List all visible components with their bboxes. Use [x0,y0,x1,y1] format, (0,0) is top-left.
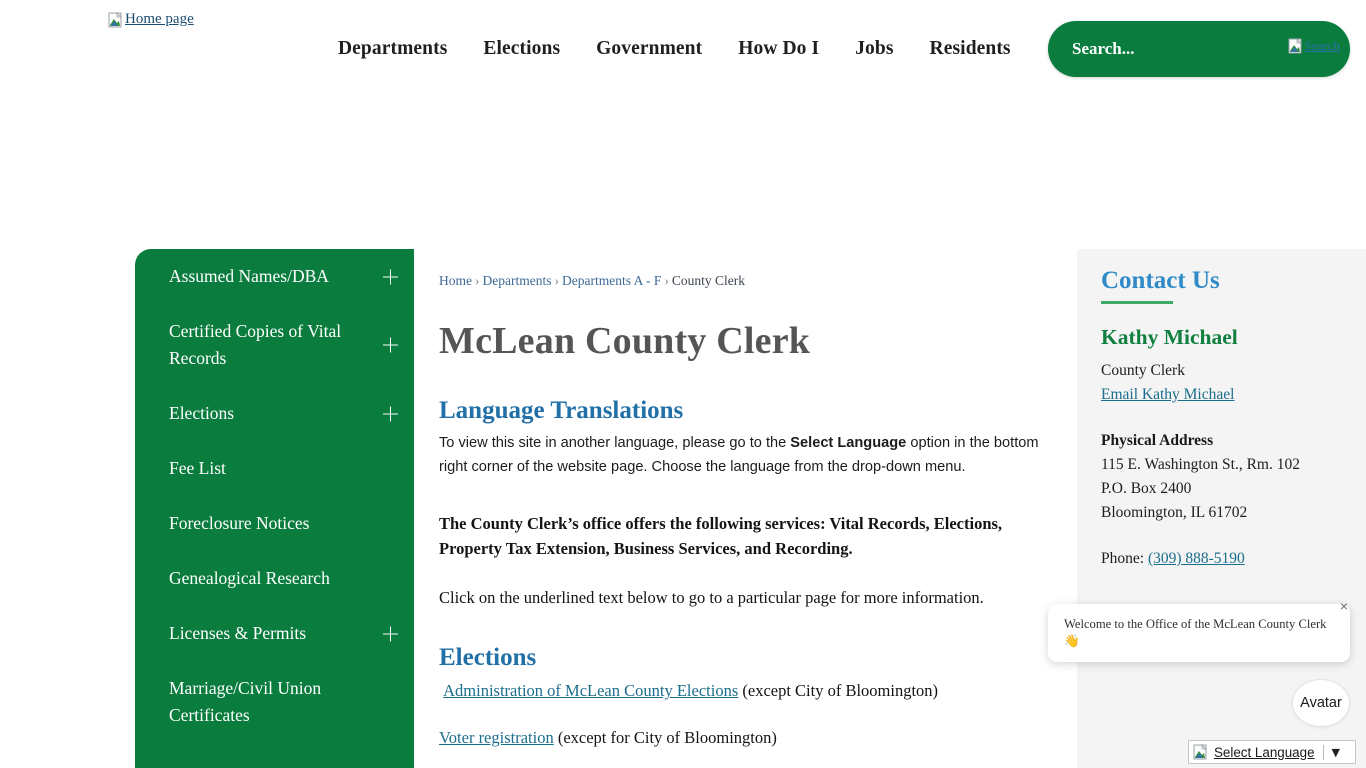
contact-person-role: County Clerk [1101,362,1185,379]
breadcrumb-item-departments-a-f[interactable]: Departments A - F [561,273,662,288]
select-language-widget[interactable] [1188,740,1356,764]
sidebar-item-fee-list[interactable] [135,441,414,496]
expand-plus-icon[interactable] [383,338,398,353]
home-page-logo-alt-text: Home page [125,11,194,27]
link-phone-number[interactable]: (309) 888-5190 [1147,550,1245,567]
elections-links-list [439,678,1051,750]
lang-text-bold: Select Language [790,435,907,451]
search-bar[interactable] [1048,21,1350,77]
select-language-separator [1323,745,1324,760]
expand-plus-icon[interactable] [383,626,398,641]
link-suffix: (except for City of Bloomington) [553,728,777,747]
department-sidebar-nav [135,249,414,768]
sidebar-item-foreclosure-notices[interactable] [135,496,414,551]
address-line: Bloomington, IL 61702 [1101,504,1248,521]
page-title: McLean County Clerk [439,320,811,362]
home-page-logo-link[interactable] [108,11,194,28]
list-item [439,725,1051,750]
sidebar-item-label: Foreclosure Notices [169,513,310,533]
breadcrumb-item-departments[interactable]: Departments [482,273,552,288]
sidebar-item-label: Assumed Names/DBA [169,266,329,286]
search-icon [1288,38,1304,54]
sidebar-item-label: Genealogical Research [169,568,330,588]
contact-us-heading: Contact Us [1101,267,1220,294]
breadcrumb-item-county-clerk: County Clerk [671,273,745,288]
search-submit-button[interactable] [1288,38,1340,54]
nav-item-elections[interactable]: Elections [483,38,561,59]
list-item [439,678,1051,703]
sidebar-item-licenses-and-permits[interactable] [135,606,414,661]
chat-welcome-message: Welcome to the Office of the McLean County Clerk 👋 [1064,617,1327,648]
sidebar-item-label: Elections [169,403,235,423]
contact-heading-underline [1101,301,1173,304]
link-voter-registration[interactable]: Voter registration [439,728,554,747]
link-suffix: (except City of Bloomington) [738,681,939,700]
main-navigation [320,38,1029,60]
nav-item-government[interactable]: Government [596,38,703,59]
broken-image-icon [108,12,124,28]
contact-person-name: Kathy Michael [1101,325,1238,349]
chat-welcome-bubble[interactable] [1048,604,1350,662]
sidebar-item-label: Marriage/Civil Union Certificates [169,678,322,725]
breadcrumb-separator: › [664,273,669,288]
google-translate-icon [1193,744,1209,760]
address-line: 115 E. Washington St., Rm. 102 [1101,456,1300,473]
section-heading-language-translations: Language Translations [439,397,684,424]
lang-text-after: option in the bottom right corner of the website page. Choose the language from the drop-down menu. [439,435,1039,475]
sidebar-item-marriage-civil-union-certificates[interactable] [135,661,414,743]
chat-close-icon[interactable]: × [1336,598,1352,614]
link-administration-of-mclean-county-elections[interactable]: Administration of McLean County Elections [443,681,739,700]
expand-plus-icon[interactable] [383,406,398,421]
chat-avatar-button[interactable]: Avatar [1292,679,1350,727]
breadcrumb-item-home[interactable]: Home [439,273,472,288]
sidebar-item-label: Certified Copies of Vital Records [169,321,342,368]
sidebar-item-label: Licenses & Permits [169,623,307,643]
instruction-paragraph: Click on the underlined text below to go to a particular page for more information. [439,588,984,607]
sidebar-item-assumed-names-dba[interactable] [135,249,414,304]
search-button-alt-text: Search [1304,38,1340,53]
breadcrumb [439,273,1051,289]
physical-address-label: Physical Address [1101,432,1214,449]
lang-text-before: To view this site in another language, please go to the [439,435,791,451]
sidebar-item-elections[interactable] [135,386,414,441]
nav-item-jobs[interactable]: Jobs [855,38,894,59]
nav-item-how-do-i[interactable]: How Do I [738,38,820,59]
phone-label: Phone: [1101,550,1145,567]
select-language-label: Select Language [1214,744,1315,760]
sidebar-item-label: Fee List [169,458,226,478]
address-line: P.O. Box 2400 [1101,480,1192,497]
search-input[interactable] [1070,21,1300,77]
link-email-kathy-michael[interactable]: Email Kathy Michael [1101,386,1235,403]
sidebar-item-genealogical-research[interactable] [135,551,414,606]
nav-item-departments[interactable]: Departments [338,38,448,59]
language-translations-paragraph [439,431,1051,479]
expand-plus-icon[interactable] [383,269,398,284]
phone-row [1101,547,1342,571]
section-heading-elections: Elections [439,644,537,671]
breadcrumb-separator: › [554,273,559,288]
chevron-down-icon[interactable]: ▼ [1331,745,1340,759]
services-paragraph: The County Clerk’s office offers the following services: Vital Records, Elections, Property Tax Extension, Business Services, and Recording. [439,514,1003,558]
sidebar-item-certified-copies-of-vital-records[interactable] [135,304,414,386]
site-header [0,0,1366,100]
nav-item-residents[interactable]: Residents [929,38,1011,59]
breadcrumb-separator: › [475,273,480,288]
contact-email-row [1101,383,1342,407]
main-content [414,249,1077,768]
